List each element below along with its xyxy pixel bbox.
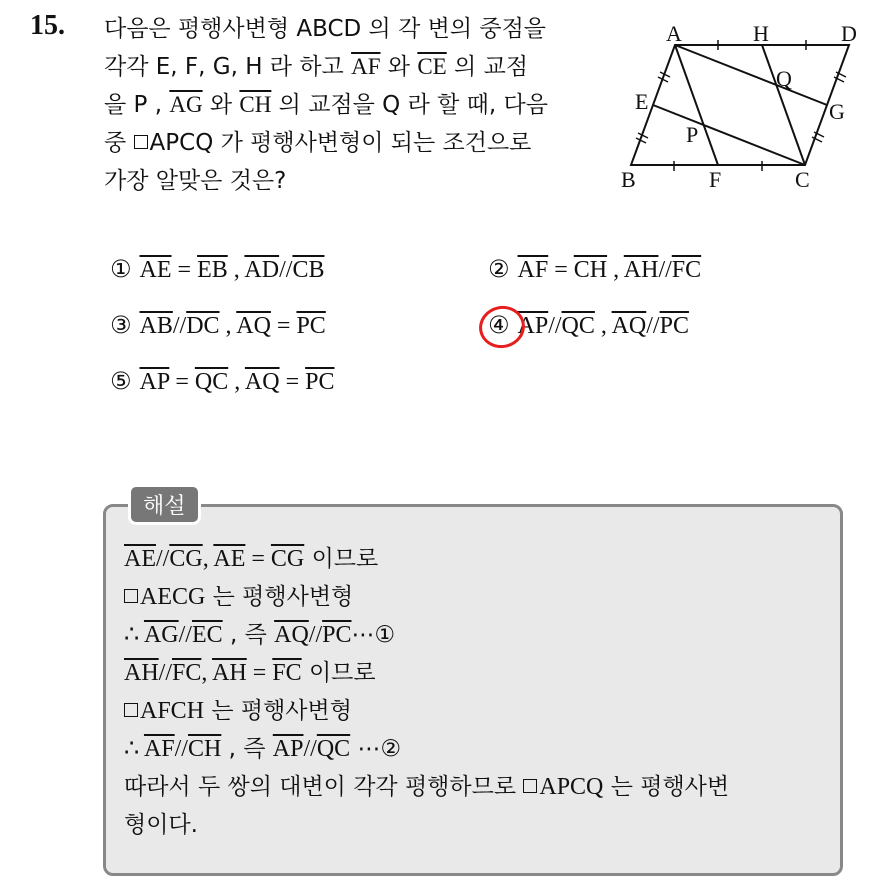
solution-line-3: ∴ $\overline{AG}//\overline{EC}$ , 즉 $\overline{AQ}//\overline{PC}\cdots ①$	[124, 622, 396, 648]
parallelogram-figure	[612, 14, 862, 193]
choice-5[interactable]: ⑤ $\overline{AP} = \overline{QC}$ , $\overline{AQ} = \overline{PC}$	[110, 367, 335, 395]
solution-line-4: $\overline{AH}//\overline{FC}$, $\overline{AH} = \overline{FC}$ 이므로	[124, 660, 376, 686]
label-f: F	[709, 167, 722, 192]
answer-mark-circle	[475, 302, 529, 353]
parallelogram-diagram	[612, 14, 862, 192]
label-a: A	[666, 21, 682, 46]
question-line-4: 중 APCQ 가 평행사변형이 되는 조건으로	[104, 130, 532, 156]
solution-line-5: AFCH 는 평행사변형	[124, 692, 834, 730]
solution-tag: 해설	[128, 484, 201, 525]
choice-1[interactable]: ① $\overline{AE} = \overline{EB}$ , $\overline{AD}//\overline{CB}$	[110, 255, 325, 283]
parallelogram-symbol-icon	[124, 703, 138, 717]
solution-line-1: $\overline{AE}//\overline{CG}$, $\overline{AE} = \overline{CG}$ 이므로	[124, 546, 379, 572]
solution-line-7: 따라서 두 쌍의 대변이 각각 평행하므로 APCQ 는 평행사변	[124, 774, 730, 800]
question-line-1: 다음은 평행사변형 ABCD 의 각 변의 중점을	[104, 16, 547, 42]
question-line-2: 각각 E, F, G, H 라 하고 $\overline{AF}$ 와 $\overline{CE}$ 의 교점	[104, 54, 529, 80]
line-ce	[653, 105, 805, 165]
segment-ce: $\overline{CE}$	[417, 54, 447, 79]
line-ch	[762, 45, 805, 165]
choice-2[interactable]: ② $\overline{AF} = \overline{CH}$ , $\overline{AH}//\overline{FC}$	[488, 255, 702, 283]
label-p: P	[686, 122, 699, 147]
choice-3[interactable]: ③ $\overline{AB}//\overline{DC}$ , $\overline{AQ} = \overline{PC}$	[110, 311, 326, 339]
parallelogram-symbol-icon	[124, 589, 138, 603]
parallelogram-symbol-icon	[523, 779, 537, 793]
label-q: Q	[776, 66, 792, 91]
label-e: E	[635, 89, 649, 114]
solution-line-2: AECG 는 평행사변형	[124, 578, 834, 616]
solution-line-6: ∴ $\overline{AF}//\overline{CH}$ , 즉 $\overline{AP}//\overline{QC}$ ⋯②	[124, 736, 402, 762]
label-g: G	[829, 99, 845, 124]
segment-ag: $\overline{AG}$	[169, 92, 203, 117]
choice-4[interactable]: ④ $\overline{AP}//\overline{QC}$ , $\overline{AQ}//\overline{PC}$	[488, 311, 689, 339]
label-d: D	[841, 21, 857, 46]
parallelogram-abcd	[631, 45, 849, 165]
line-ag	[675, 45, 827, 105]
question-line-5: 가장 알맞은 것은?	[104, 168, 287, 194]
solution-line-8: 형이다.	[124, 812, 198, 838]
label-c: C	[795, 167, 810, 192]
solution-text	[124, 540, 834, 844]
segment-af: $\overline{AF}$	[351, 54, 381, 79]
label-b: B	[621, 167, 636, 192]
question-text	[104, 10, 614, 200]
label-h: H	[753, 21, 769, 46]
question-line-3: 을 P , $\overline{AG}$ 와 $\overline{CH}$ 의 교점을 Q 라 할 때, 다음	[104, 92, 548, 118]
parallelogram-symbol-icon	[134, 135, 148, 149]
tick-marks	[636, 40, 846, 171]
segment-ch: $\overline{CH}$	[239, 92, 272, 117]
question-number: 15.	[30, 10, 65, 41]
line-af	[675, 45, 718, 165]
